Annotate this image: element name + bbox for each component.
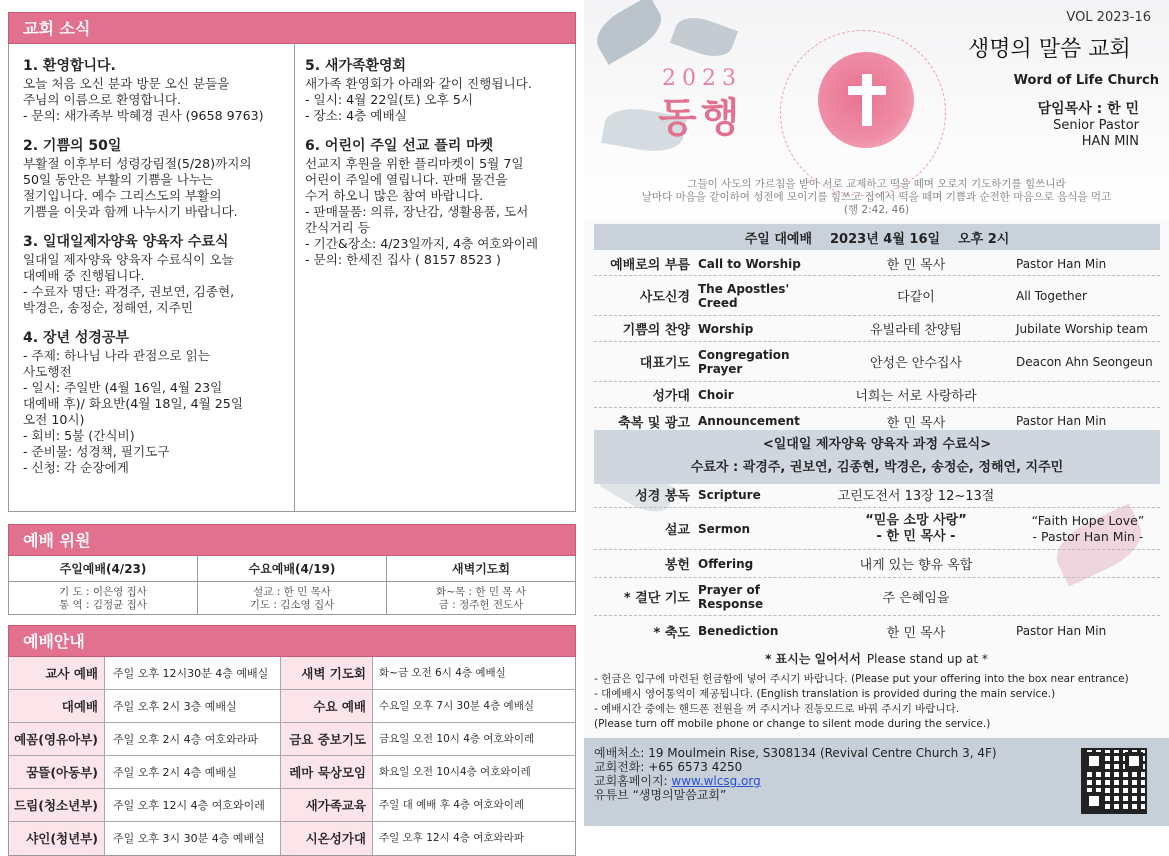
order-korean: 성가대 [652, 389, 690, 404]
order-leader: 내게 있는 향유 옥합 [859, 558, 973, 573]
order-korean: 기쁨의 찬양 [622, 323, 690, 338]
guide-header: 예배안내 [8, 625, 576, 657]
order-english: The Apostles' Creed [698, 281, 790, 310]
order-leader-english: Pastor Han Min [1016, 414, 1107, 428]
guide-value: 주일 오후 2시 4층 예배실 [105, 756, 281, 788]
staff-column-title: 새벽기도회 [387, 556, 575, 582]
bible-verse: 그들이 사도의 가르침을 받아 서로 교제하고 떡을 떼며 오로지 기도하기를 힘쓰니라 날마다 마음을 같이하여 성전에 모이기를 힘쓰고 집에서 떡을 떼며 기쁨과 순전한 마음으로 음식을 먹고 (행 2:42, 46) [641, 178, 1112, 216]
news-item-title: 4. 장년 성경공부 [23, 330, 129, 346]
news-item-body: - 주제: 하나님 나라 관점으로 읽는 사도행전 - 일시: 주일반 (4월 16일, 4월 23일 대예배 후)/ 화요반(4월 18일, 4월 25일 오전 10시) - 회비: 5불 (간식비) - 준비물: 성경책, 필기도구 - 신청: 각 순장에게 [23, 348, 243, 475]
order-leader: 주 은혜임을 [882, 591, 950, 606]
guide-label: 새벽 기도회 [281, 657, 373, 689]
news-item-body: 부활절 이후부터 성령강림절(5/28)까지의 50일 동안은 부활의 기쁨을 나누는 절기입니다. 예수 그리스도의 부활의 기쁨을 이웃과 함께 나누시기 바랍니다. [23, 156, 252, 219]
order-english: Benediction [698, 624, 779, 638]
footer-website [594, 774, 1159, 788]
qr-finder [1085, 752, 1103, 770]
order-row [594, 482, 1160, 508]
right-panel [584, 0, 1169, 826]
news-item-body: 새가족 환영회가 아래와 같이 진행됩니다. - 일시: 4월 22일(토) 오후 5시 - 장소: 4층 예배실 [305, 76, 532, 123]
qr-finder [1085, 792, 1103, 810]
note-line: - 헌금은 입구에 마련된 헌금함에 넣어 주시기 바랍니다. (Please put your offering into the box near entrance) [594, 673, 1129, 685]
graduation-banner [594, 430, 1160, 484]
news-item-title: 2. 기쁨의 50일 [23, 138, 122, 154]
news-item [305, 58, 565, 124]
order-leader: 안성은 안수집사 [869, 356, 963, 371]
table-row [9, 690, 575, 723]
order-leader-english: Pastor Han Min [1016, 624, 1107, 638]
guide-label: 대예배 [9, 690, 105, 722]
stand-notice-korean: * 표시는 일어서서 [765, 652, 861, 666]
order-row [594, 508, 1160, 550]
order-korean: 사도신경 [639, 290, 690, 305]
qr-code-icon[interactable] [1081, 748, 1147, 814]
order-korean: 봉헌 [664, 558, 690, 573]
order-row [594, 616, 1160, 646]
news-section [8, 44, 576, 512]
news-item-body: 일대일 제자양육 양육자 수료식이 오늘 대예배 중 진행됩니다. - 수료자 명단: 곽경주, 권보연, 김종현, 박경은, 송정순, 정해연, 지주민 [23, 252, 235, 315]
order-korean: * 축도 [653, 625, 690, 641]
staff-column [9, 556, 198, 614]
guide-label: 새가족교육 [281, 789, 373, 821]
order-row [594, 382, 1160, 408]
order-row [594, 578, 1160, 616]
staff-column [198, 556, 387, 614]
service-header [594, 224, 1160, 250]
qr-finder [1125, 752, 1143, 770]
order-english: Scripture [698, 487, 761, 502]
staff-column-body: 기 도 : 이은영 집사 통 역 : 김정균 집사 [59, 586, 147, 611]
guide-value: 주일 오후 12시30분 4층 예배실 [105, 657, 281, 689]
order-english: Offering [698, 556, 754, 571]
news-item [23, 330, 284, 476]
service-date: 2023년 4월 16일 [830, 231, 941, 247]
guide-label: 꿈뜰(아동부) [9, 756, 105, 788]
news-item-title: 6. 어린이 주일 선교 플리 마켓 [305, 138, 494, 154]
guide-value: 주일 오후 2시 4층 여호와라파 [105, 723, 281, 755]
order-korean: 성경 봉독 [635, 489, 690, 504]
guide-value: 주일 오후 12시 4층 여호와이레 [105, 789, 281, 821]
order-leader: 너희는 서로 사랑하라 [855, 389, 977, 404]
graduation-title: <일대일 제자양육 양육자 과정 수료식> [762, 437, 992, 452]
order-english: Announcement [698, 414, 800, 428]
order-korean: 대표기도 [639, 356, 690, 371]
website-link[interactable]: www.wlcsg.org [671, 774, 761, 788]
volume-number: VOL 2023-16 [1066, 10, 1151, 25]
guide-value: 주일 오후 3시 30분 4층 예배실 [105, 822, 281, 855]
guide-label: 시온성가대 [281, 822, 373, 855]
footer [584, 738, 1169, 826]
order-english: Worship [698, 321, 754, 336]
order-leader: 한 민 목사 [886, 258, 946, 273]
news-item-body: 오늘 처음 오신 분과 방문 오신 분들을 주님의 이름으로 환영합니다. - 문의: 새가족부 박혜경 권사 (9658 9763) [23, 76, 264, 123]
news-column-2 [295, 44, 575, 511]
guide-value: 금요일 오전 10시 4층 여호와이레 [379, 733, 535, 745]
staff-column-title: 주일예배(4/23) [9, 556, 197, 582]
stand-notice [584, 650, 1169, 667]
guide-label: 드림(청소년부) [9, 789, 105, 821]
footer-address: 예배처소: 19 Moulmein Rise, S308134 (Revival Centre Church 3, 4F) [594, 746, 997, 760]
order-english: Choir [698, 387, 734, 402]
note-line: - 대예배시 영어통역이 제공됩니다. (English translation is provided during the main service.) [594, 688, 1056, 700]
guide-label: 수요 예배 [281, 690, 373, 722]
order-leader: 다같이 [897, 290, 935, 305]
guide-label: 샤인(청년부) [9, 822, 105, 855]
guide-label: 레마 묵상모임 [281, 756, 373, 788]
guide-label: 교사 예배 [9, 657, 105, 689]
order-leader: 한 민 목사 [886, 415, 946, 431]
news-item [23, 138, 284, 220]
staff-column-title: 수요예배(4/19) [198, 556, 386, 582]
worship-guide-table [8, 657, 576, 856]
worship-staff-header: 예배 위원 [8, 524, 576, 556]
table-row [9, 756, 575, 789]
sermon-title-english: “Faith Hope Love” - Pastor Han Min - [1031, 512, 1145, 544]
note-line: - 예배시간 중에는 핸드폰 전원을 꺼 주시거나 진동모드로 바꿔 주시기 바랍니다. [594, 703, 960, 715]
graduation-names: 수료자 : 곽경주, 권보연, 김종현, 박경은, 송정순, 정해연, 지주민 [690, 460, 1064, 475]
cross-icon [862, 74, 872, 126]
order-row [594, 252, 1160, 276]
news-item-body: 선교지 후원을 위한 플리마켓이 5월 7일 어린이 주일에 열립니다. 판매 물건을 수거 하오니 많은 참여 바랍니다. - 판매물품: 의류, 장난감, 생활용품, 도서 간식거리 등 - 기간&장소: 4/23일까지, 4층 여호와이레 - 문의: 한세진 집사 ( 8157 8523 ) [305, 156, 539, 267]
order-leader: 고린도전서 13장 12~13절 [837, 489, 995, 504]
order-korean: * 결단 기도 [623, 591, 690, 606]
guide-value: 화~금 오전 6시 4층 예배실 [379, 667, 506, 679]
footer-website-label: 교회홈페이지: [594, 774, 672, 788]
guide-value: 주일 오후 2시 3층 예배실 [105, 690, 281, 722]
order-korean: 축복 및 광고 [618, 415, 690, 431]
table-row [9, 789, 575, 822]
order-english: Sermon [698, 521, 750, 536]
table-row [9, 723, 575, 756]
guide-label: 예꼼(영유아부) [9, 723, 105, 755]
order-leader-english: Pastor Han Min [1016, 256, 1107, 271]
guide-value: 주일 대 예배 후 4층 여호와이레 [379, 799, 525, 811]
news-item [23, 234, 284, 316]
news-item-title: 5. 새가족환영회 [305, 58, 407, 74]
order-leader: 유빌라테 찬양팀 [869, 323, 963, 338]
order-leader-english: Jubilate Worship team [1016, 321, 1148, 336]
news-item-title: 1. 환영합니다. [23, 58, 116, 74]
guide-value: 화요일 오전 10시4층 여호와이레 [379, 766, 531, 778]
service-notes [594, 672, 1164, 732]
order-of-service-2 [594, 482, 1160, 646]
order-english: Congregation Prayer [698, 347, 790, 376]
theme-title: 동행 [658, 95, 744, 141]
theme-year: 2023 [662, 66, 742, 91]
footer-youtube: 유튜브 “생명의말씀교회” [594, 788, 727, 802]
service-title: 주일 대예배 [744, 231, 813, 247]
guide-value: 주일 오후 12시 4층 여호와라파 [379, 832, 524, 844]
cross-icon [848, 86, 886, 95]
staff-column-body: 화~목 : 한 민 목 사 금 : 정주헌 전도사 [436, 586, 526, 611]
order-row [594, 550, 1160, 578]
sermon-title: “믿음 소망 사랑” - 한 민 목사 - [865, 512, 967, 544]
news-column-1 [9, 44, 295, 511]
table-row [9, 657, 575, 690]
news-item [23, 58, 284, 124]
news-header: 교회 소식 [8, 12, 576, 44]
left-panel [8, 12, 576, 846]
church-name-korean: 생명의 말씀 교회 [968, 37, 1131, 62]
footer-phone: 교회전화: +65 6573 4250 [594, 760, 743, 774]
senior-pastor-korean: 담임목사 : 한 민 [1037, 101, 1139, 117]
staff-column-body: 설교 : 한 민 목사 기도 : 김소영 집사 [249, 586, 335, 611]
order-korean: 예배로의 부름 [610, 258, 690, 273]
service-time: 오후 2시 [958, 231, 1010, 247]
note-line: (Please turn off mobile phone or change to silent mode during the service.) [594, 718, 991, 730]
guide-value: 수요일 오후 7시 30분 4층 예배실 [379, 700, 534, 712]
order-row [594, 316, 1160, 342]
order-row [594, 342, 1160, 382]
stand-notice-english: Please stand up at * [866, 652, 988, 666]
worship-staff-table [8, 556, 576, 615]
news-item-title: 3. 일대일제자양육 양육자 수료식 [23, 234, 229, 250]
senior-pastor-english: Senior Pastor HAN MIN [1053, 118, 1139, 149]
order-korean: 설교 [664, 523, 690, 538]
order-english: Prayer of Response [698, 582, 764, 611]
guide-label: 금요 중보기도 [281, 723, 373, 755]
table-row [9, 822, 575, 855]
order-leader: 한 민 목사 [886, 625, 946, 641]
order-leader-english: Deacon Ahn Seongeun [1016, 354, 1153, 369]
staff-column [387, 556, 575, 614]
order-of-service [594, 252, 1160, 434]
church-name-english: Word of Life Church [1013, 73, 1159, 88]
news-item [305, 138, 565, 268]
order-leader-english: All Together [1016, 288, 1087, 303]
order-english: Call to Worship [698, 256, 801, 271]
order-row [594, 276, 1160, 316]
